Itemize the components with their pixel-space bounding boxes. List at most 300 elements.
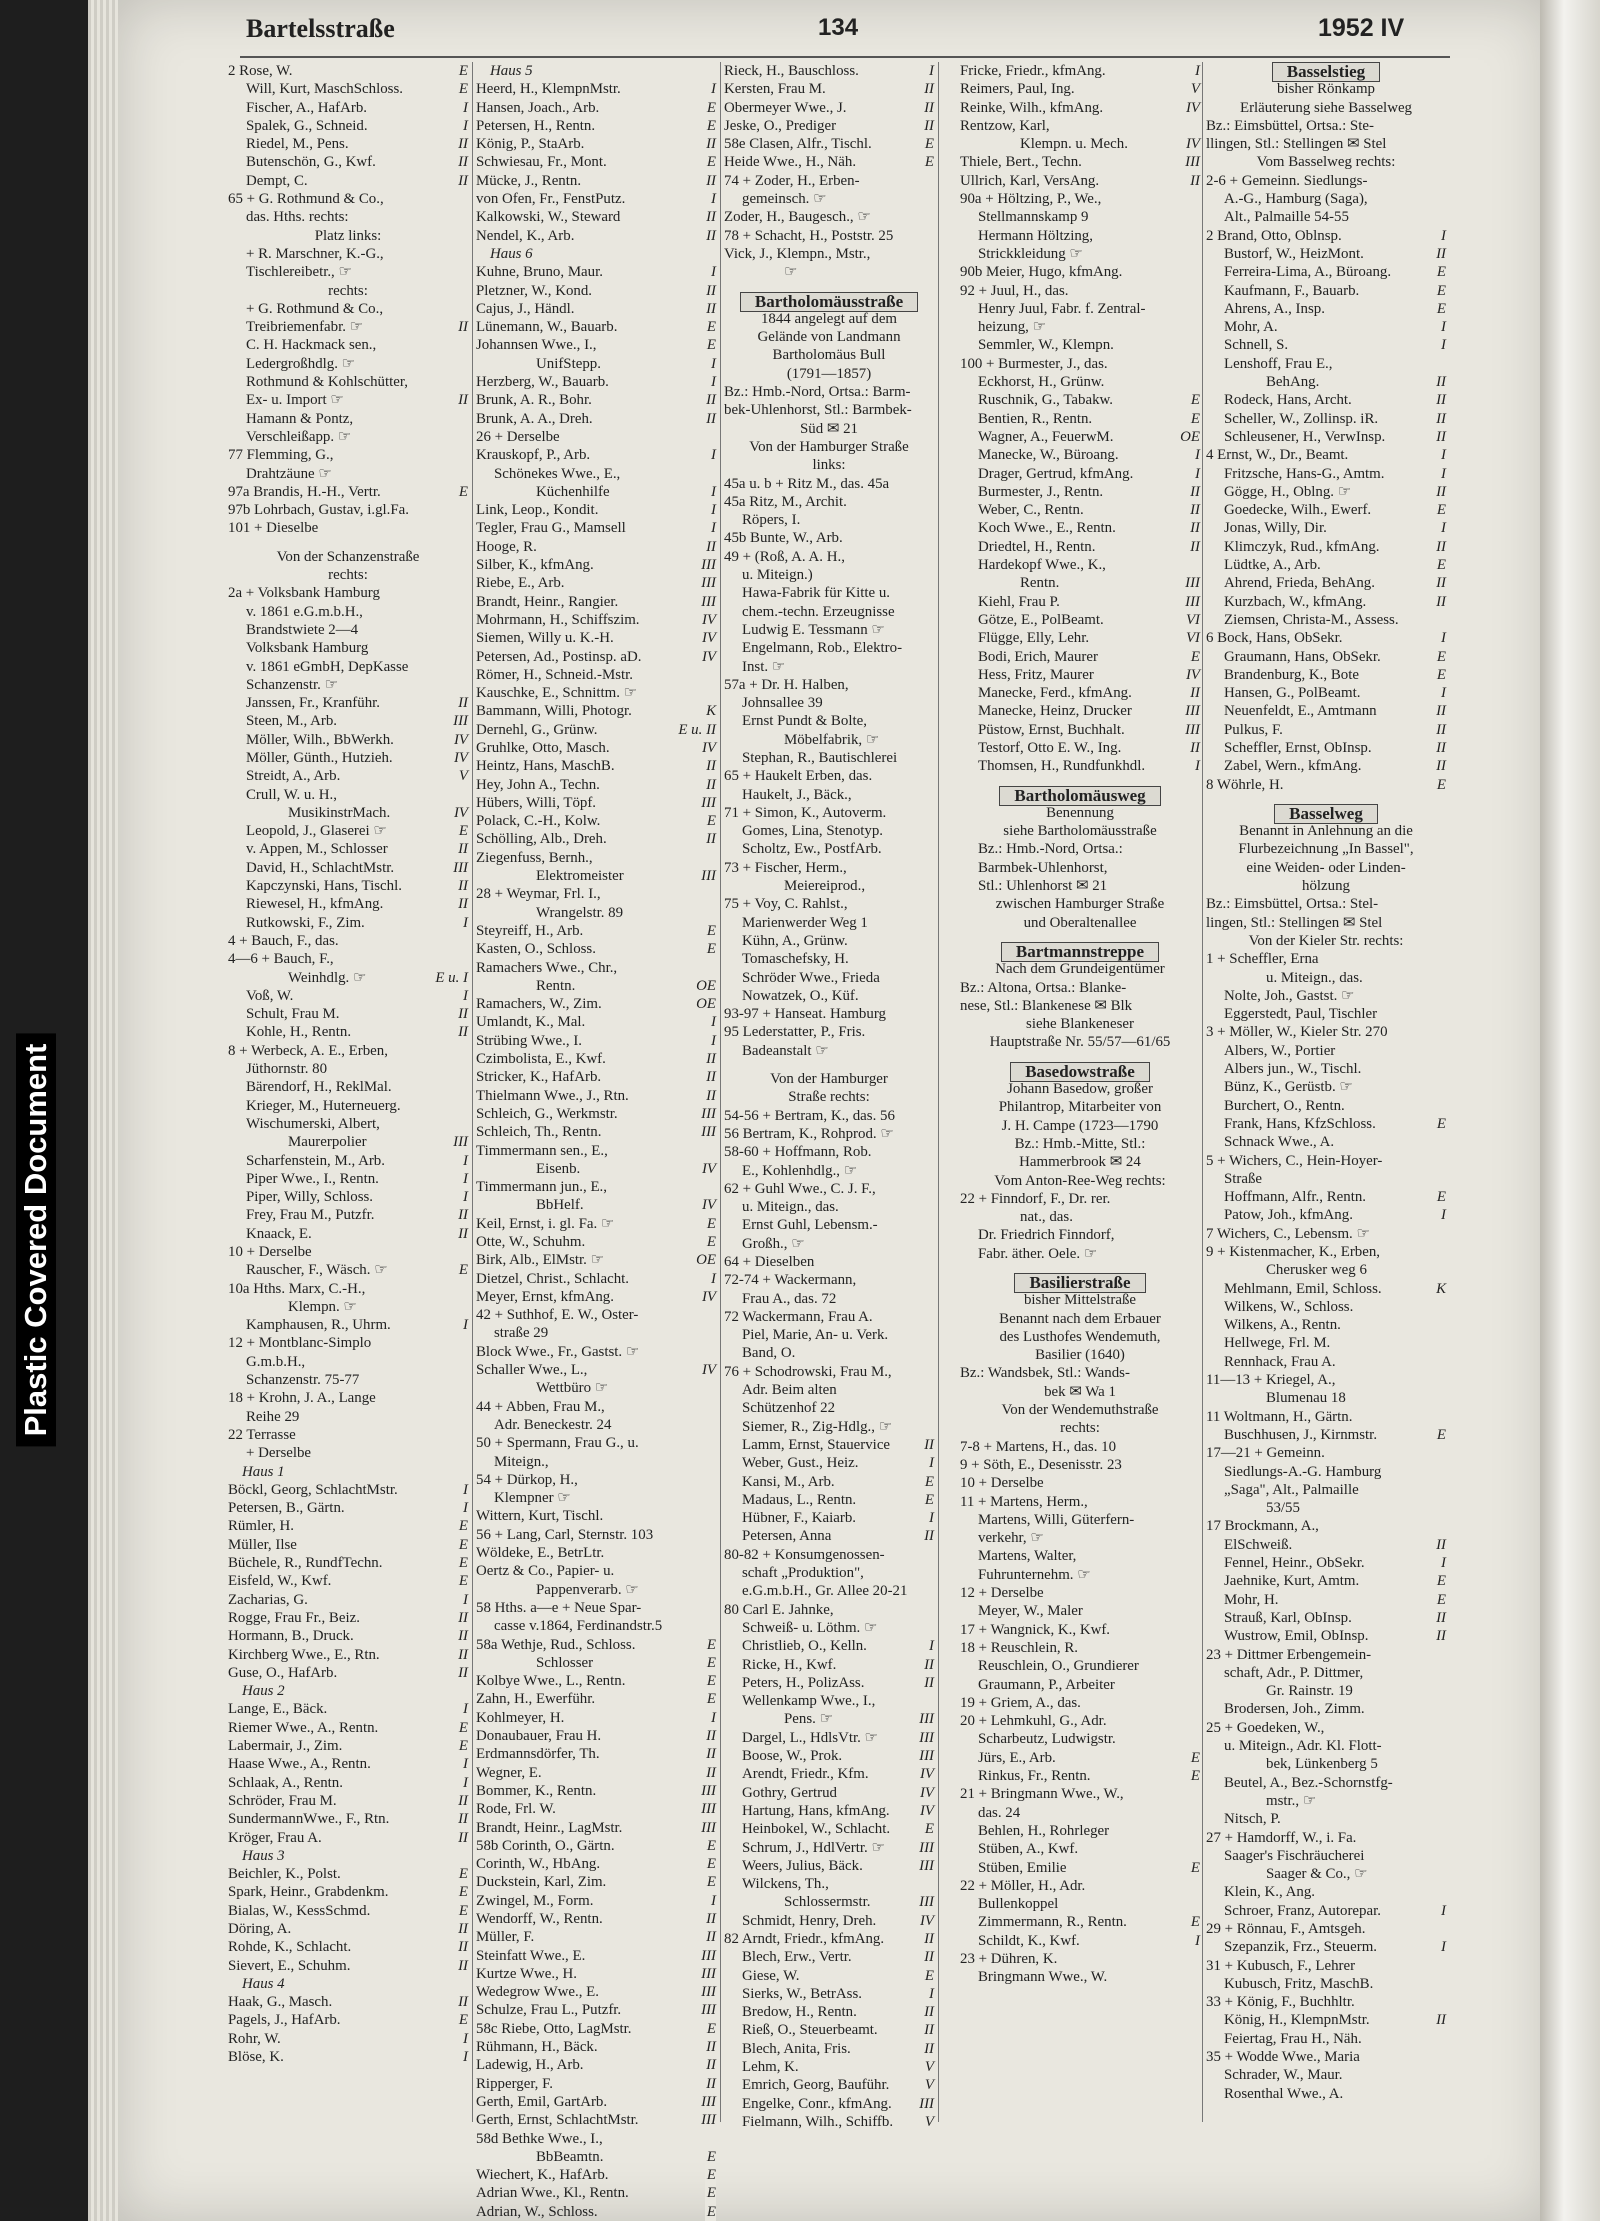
entry-text: Blöse, K. [228, 2049, 284, 2066]
directory-entry [1206, 1975, 1446, 1993]
directory-entry [228, 1481, 468, 1499]
directory-entry [228, 914, 468, 932]
floor-mark: E [458, 1866, 468, 1883]
entry-text: Weber, C., Rentn. [978, 502, 1084, 519]
floor-mark: II [458, 1939, 468, 1956]
directory-entry [724, 1216, 934, 1234]
directory-entry [960, 684, 1200, 702]
directory-entry [724, 456, 934, 474]
floor-mark: III [919, 1711, 934, 1728]
entry-text: Gruhlke, Otto, Masch. [476, 739, 610, 756]
entry-text: 92 + Juul, H., das. [960, 282, 1069, 299]
entry-text: Blech, Anita, Fris. [742, 2040, 851, 2057]
entry-text: Schroer, Franz, Autorepar. [1224, 1902, 1381, 1919]
floor-mark: E [1436, 1591, 1446, 1608]
entry-text: 62 + Guhl Wwe., C. J. F., [724, 1180, 876, 1197]
entry-text: 22 + Finndorf, F., Dr. rer. [960, 1190, 1111, 1207]
entry-text: 28 + Weymar, Frl. I., [476, 886, 601, 903]
entry-text: 45a u. b + Ritz M., das. 45a [724, 475, 890, 492]
entry-text: Beichler, K., Polst. [228, 1866, 341, 1883]
entry-text: Kohlmeyer, H. [476, 1709, 565, 1726]
floor-mark: E [924, 1473, 934, 1490]
directory-entry [228, 1463, 468, 1481]
directory-entry [228, 80, 468, 98]
entry-text: Von der Hamburger Straße [749, 438, 909, 455]
floor-mark: IV [453, 731, 468, 748]
page-stack-edge [88, 0, 122, 2221]
directory-entry [960, 172, 1200, 190]
entry-text: Riewesel, H., kfmAng. [246, 896, 384, 913]
directory-entry [960, 877, 1200, 895]
entry-text: Badeanstalt ☞ [742, 1042, 829, 1059]
directory-entry [724, 263, 934, 281]
directory-entry [724, 2076, 934, 2094]
entry-text: 11 Woltmann, H., Gärtn. [1206, 1408, 1353, 1425]
floor-mark: II [706, 1910, 716, 1927]
entry-text: Eckhorst, H., Grünw. [978, 374, 1105, 391]
directory-entry [476, 1782, 716, 1800]
directory-entry [1206, 1646, 1446, 1664]
directory-entry [960, 1474, 1200, 1492]
directory-entry [476, 830, 716, 848]
directory-entry [724, 1088, 934, 1106]
side-label-text: Plastic Covered Document [16, 1034, 56, 1447]
entry-text: 4 Ernst, W., Dr., Beamt. [1206, 447, 1349, 464]
directory-entry [476, 1617, 716, 1635]
entry-text: Behlen, H., Rohrleger [978, 1822, 1110, 1839]
directory-entry [724, 172, 934, 190]
floor-mark: E [706, 1654, 716, 1671]
entry-text: Krauskopf, P., Arb. [476, 447, 591, 464]
floor-mark: OE [1180, 428, 1200, 445]
entry-text: Weinhdlg. ☞ [288, 969, 367, 986]
entry-text: Klempner ☞ [494, 1490, 571, 1507]
entry-text: BehAng. [1266, 374, 1320, 391]
directory-entry [724, 1381, 934, 1399]
directory-entry [1206, 1664, 1446, 1682]
entry-text: Ramachers Wwe., Chr., [476, 959, 618, 976]
floor-mark: III [919, 1748, 934, 1765]
entry-text: Birk, Alb., ElMstr. ☞ [476, 1252, 604, 1269]
floor-mark: I [711, 1709, 716, 1726]
directory-entry [1206, 1280, 1446, 1298]
directory-entry [724, 529, 934, 547]
directory-entry [476, 1050, 716, 1068]
floor-mark: IV [453, 749, 468, 766]
floor-mark: III [701, 1801, 716, 1818]
directory-entry [1206, 1700, 1446, 1718]
entry-text: Reinke, Wilh., kfmAng. [960, 99, 1104, 116]
running-head-street: Bartelsstraße [246, 14, 395, 43]
directory-entry [476, 2056, 716, 2074]
entry-text: Tomaschefsky, H. [742, 951, 849, 968]
directory-entry [476, 2148, 716, 2166]
directory-entry [1206, 1499, 1446, 1517]
directory-entry [1206, 1408, 1446, 1426]
entry-text: Steinfatt Wwe., E. [476, 1947, 586, 1964]
entry-text: Lange, E., Bäck. [228, 1701, 328, 1718]
directory-entry [1206, 1792, 1446, 1810]
entry-text: 12 + Montblanc-Simplo [228, 1335, 372, 1352]
directory-entry [476, 666, 716, 684]
entry-text: 5 + Wichers, C., Hein-Hoyer- [1206, 1152, 1383, 1169]
directory-entry [724, 1436, 934, 1454]
entry-text: Ernst Guhl, Lebensm.- [742, 1217, 878, 1234]
entry-text: Silber, K., kfmAng. [476, 557, 594, 574]
directory-entry [476, 1837, 716, 1855]
floor-mark: I [1441, 1939, 1446, 1956]
floor-mark: III [701, 593, 716, 610]
entry-text: König, H., KlempnMstr. [1224, 2012, 1370, 2029]
entry-text: 97a Brandis, H.-H., Vertr. [228, 483, 381, 500]
directory-entry [724, 1674, 934, 1692]
directory-entry [476, 263, 716, 281]
entry-text: Rühmann, H., Bäck. [476, 2039, 598, 2056]
directory-entry [228, 446, 468, 464]
entry-text: G.m.b.H., [246, 1353, 306, 1370]
directory-entry [724, 1271, 934, 1289]
floor-mark: I [463, 1756, 468, 1773]
entry-text: Strickkleidung ☞ [978, 245, 1083, 262]
floor-mark: III [701, 557, 716, 574]
entry-text: Heerd, H., KlempnMstr. [476, 81, 621, 98]
directory-entry [960, 895, 1200, 913]
entry-text: Dargel, L., HdlsVtr. ☞ [742, 1729, 878, 1746]
directory-entry [476, 1892, 716, 1910]
entry-text: Kasten, O., Schloss. [476, 941, 596, 958]
directory-entry [960, 1767, 1200, 1785]
directory-entry [228, 336, 468, 354]
entry-text: Kalkowski, W., Steward [476, 209, 621, 226]
directory-entry [960, 1263, 1200, 1273]
floor-mark: VI [1185, 630, 1200, 647]
entry-text: u. Miteign., das. [1266, 969, 1363, 986]
floor-mark: IV [701, 648, 716, 665]
directory-entry [476, 282, 716, 300]
directory-entry [960, 629, 1200, 647]
directory-entry [960, 1208, 1200, 1226]
directory-entry [228, 895, 468, 913]
floor-mark: II [1190, 538, 1200, 555]
floor-mark: I [1195, 1932, 1200, 1949]
directory-entry [960, 465, 1200, 483]
directory-entry [724, 840, 934, 858]
directory-entry [1206, 1719, 1446, 1737]
entry-text: Weers, Julius, Bäck. [742, 1857, 863, 1874]
entry-text: Hamann & Pontz, [246, 410, 354, 427]
entry-text: 80 Carl E. Jahnke, [724, 1601, 834, 1618]
directory-entry [1206, 1206, 1446, 1224]
entry-text: Goedecke, Wilh., Ewerf. [1224, 502, 1372, 519]
entry-text: Thomsen, H., Rundfunkhdl. [978, 758, 1146, 775]
entry-text: Küchenhilfe [536, 483, 610, 500]
directory-entry [228, 1902, 468, 1920]
directory-entry [476, 1434, 716, 1452]
entry-text: Stüben, Emilie [978, 1859, 1067, 1876]
floor-mark: II [458, 1664, 468, 1681]
directory-entry [724, 1656, 934, 1674]
entry-text: Vom Basselweg rechts: [1256, 154, 1396, 171]
entry-text: Stl.: Uhlenhorst ✉ 21 [978, 878, 1108, 895]
directory-entry [476, 519, 716, 537]
directory-entry [960, 721, 1200, 739]
floor-mark: II [458, 896, 468, 913]
entry-text: Ramachers, W., Zim. [476, 996, 602, 1013]
entry-text: Schanzenstr. ☞ [246, 676, 338, 693]
floor-mark: IV [701, 630, 716, 647]
directory-entry [960, 1098, 1200, 1116]
entry-text: Barmbek-Uhlenhorst, [978, 859, 1108, 876]
entry-text: Arendt, Friedr., Kfm. [742, 1766, 869, 1783]
directory-entry [1206, 1883, 1446, 1901]
floor-mark: E [706, 1234, 716, 1250]
directory-entry [228, 786, 468, 804]
entry-text: Manecke, W., Büroang. [978, 447, 1119, 464]
directory-entry [960, 1135, 1200, 1153]
entry-text: Pulkus, F. [1224, 721, 1283, 738]
floor-mark: III [701, 1105, 716, 1122]
directory-entry [476, 2166, 716, 2184]
entry-text: Piper Wwe., I., Rentn. [246, 1170, 379, 1187]
entry-text: Schmidt, Henry, Dreh. [742, 1912, 877, 1929]
entry-text: Schanzenstr. 75-77 [246, 1372, 360, 1389]
entry-text: Lehm, K. [742, 2059, 799, 2076]
entry-text: BbHelf. [536, 1197, 584, 1214]
directory-entry [228, 519, 468, 537]
entry-text: Madaus, L., Rentn. [742, 1491, 857, 1508]
directory-entry [960, 428, 1200, 446]
entry-text: 22 Terrasse [228, 1426, 296, 1443]
entry-text: Steyreiff, H., Arb. [476, 922, 584, 939]
directory-entry [1206, 666, 1446, 684]
floor-mark: II [706, 209, 716, 226]
entry-text: Schleusener, H., VerwInsp. [1224, 428, 1386, 445]
directory-entry [724, 420, 934, 438]
page-number: 134 [818, 14, 859, 41]
entry-text: Rümler, H. [228, 1518, 294, 1535]
entry-text: Strauß, Karl, ObInsp. [1224, 1609, 1352, 1626]
directory-entry [724, 639, 934, 657]
directory-entry [228, 1206, 468, 1224]
directory-entry [228, 1298, 468, 1316]
directory-entry [228, 1920, 468, 1938]
directory-entry [476, 2001, 716, 2019]
floor-mark: III [701, 1819, 716, 1836]
floor-mark: I [463, 1591, 468, 1608]
entry-text: Schildt, K., Kwf. [978, 1932, 1080, 1949]
directory-entry [1206, 2030, 1446, 2048]
directory-entry [228, 117, 468, 135]
floor-mark: E [924, 154, 934, 171]
floor-mark: II [458, 1994, 468, 2011]
entry-text: Lünemann, W., Bauarb. [476, 319, 618, 336]
entry-text: Schulze, Frau L., Putzfr. [476, 2002, 622, 2019]
directory-entry [960, 1456, 1200, 1474]
floor-mark: E [458, 1518, 468, 1535]
floor-mark: I [711, 520, 716, 537]
entry-text: Emrich, Georg, Bauführ. [742, 2077, 890, 2094]
entry-text: 33 + König, F., Buchhltr. [1206, 1994, 1355, 2011]
directory-entry [960, 1950, 1200, 1968]
entry-text: Scharbeutz, Ludwigstr. [978, 1731, 1116, 1748]
directory-entry [1206, 172, 1446, 190]
entry-text: Saager & Co., ☞ [1266, 1866, 1368, 1883]
entry-text: Döring, A. [228, 1920, 292, 1937]
directory-entry [476, 1178, 716, 1196]
floor-mark: I [1195, 758, 1200, 775]
floor-mark: E u. I [435, 969, 468, 986]
entry-text: Rieß, O., Steuerbeamt. [742, 2022, 878, 2039]
directory-entry [228, 1353, 468, 1371]
entry-text: Bodi, Erich, Maurer [978, 648, 1098, 665]
entry-text: 72-74 + Wackermann, [724, 1272, 857, 1289]
directory-entry [476, 648, 716, 666]
directory-entry [228, 1115, 468, 1133]
directory-entry [724, 1344, 934, 1362]
floor-mark: I [1441, 447, 1446, 464]
entry-text: Riedel, M., Pens. [246, 136, 349, 153]
entry-text: u. Miteign., Adr. Kl. Flott- [1224, 1738, 1382, 1755]
directory-entry [960, 1621, 1200, 1639]
entry-text: Philantrop, Mitarbeiter von [998, 1099, 1162, 1116]
directory-entry [1206, 1737, 1446, 1755]
directory-entry [476, 1800, 716, 1818]
entry-text: Hartung, Hans, kfmAng. [742, 1802, 890, 1819]
entry-text: Hauptstraße Nr. 55/57—61/65 [989, 1034, 1171, 1051]
entry-text: Götze, E., PolBeamt. [978, 611, 1104, 628]
entry-text: 18 + Reuschlein, R. [960, 1639, 1078, 1656]
floor-mark: V [924, 2077, 934, 2094]
floor-mark: I [463, 2049, 468, 2066]
entry-text: Bartmannstreppe [1001, 942, 1159, 962]
entry-text: Hawa-Fabrik für Kitte u. [742, 585, 891, 602]
entry-text: SundermannWwe., F., Rtn. [228, 1811, 390, 1828]
directory-entry [724, 1839, 934, 1857]
directory-entry [960, 263, 1200, 281]
entry-text: Rauscher, F., Wäsch. ☞ [246, 1262, 388, 1279]
floor-mark: E [458, 823, 468, 840]
entry-text: 31 + Kubusch, F., Lehrer [1206, 1957, 1356, 1974]
entry-text: Rohr, W. [228, 2030, 281, 2047]
directory-entry [228, 227, 468, 245]
directory-entry [476, 1288, 716, 1306]
floor-mark: II [1190, 502, 1200, 519]
directory-entry [476, 1013, 716, 1031]
entry-text: Manecke, Ferd., kfmAng. [978, 685, 1132, 702]
entry-text: Krieger, M., Huterneuerg. [246, 1097, 401, 1114]
entry-text: 3 + Möller, W., Kieler Str. 270 [1206, 1024, 1388, 1041]
directory-entry [960, 1080, 1200, 1098]
entry-text: 42 + Suthhof, E. W., Oster- [476, 1307, 639, 1324]
directory-entry [724, 658, 934, 676]
directory-entry [724, 1710, 934, 1728]
entry-text: Haus 2 [242, 1683, 285, 1700]
entry-text: Nolte, Joh., Gastst. ☞ [1224, 987, 1355, 1004]
directory-entry [1206, 410, 1446, 428]
entry-text: Bentien, R., Rentn. [978, 410, 1093, 427]
directory-entry [1206, 1993, 1446, 2011]
entry-text: Giese, W. [742, 1967, 800, 1984]
entry-text: Müller, F. [476, 1929, 535, 1946]
entry-text: v. 1861 eGmbH, DepKasse [246, 658, 409, 675]
entry-text: Reuschlein, O., Grundierer [978, 1658, 1139, 1675]
floor-mark: II [458, 392, 468, 409]
floor-mark: I [711, 483, 716, 500]
directory-entry [476, 867, 716, 885]
floor-mark: II [924, 2022, 934, 2039]
directory-entry [1206, 1005, 1446, 1023]
floor-mark: II [706, 172, 716, 189]
directory-entry [1206, 1920, 1446, 1938]
floor-mark: E [706, 922, 716, 939]
floor-mark: IV [701, 1362, 716, 1379]
floor-mark: V [924, 2113, 934, 2130]
directory-entry [228, 1682, 468, 1700]
directory-entry [228, 318, 468, 336]
directory-entry [228, 62, 468, 80]
directory-entry [724, 190, 934, 208]
directory-entry [1206, 538, 1446, 556]
entry-text: Gerth, Emil, GartArb. [476, 2093, 608, 2110]
entry-text: Umlandt, K., Mal. [476, 1014, 586, 1031]
floor-mark: E [458, 1738, 468, 1755]
entry-text: Crull, W. u. H., [246, 786, 338, 803]
entry-text: 4—6 + Bauch, F., [228, 951, 334, 968]
directory-entry [228, 1005, 468, 1023]
floor-mark: II [1190, 483, 1200, 500]
directory-entry [960, 648, 1200, 666]
directory-entry [228, 822, 468, 840]
entry-text: Buschhusen, J., Kirnmstr. [1224, 1426, 1378, 1443]
entry-text: chem.-techn. Erzeugnisse [742, 603, 895, 620]
entry-text: Scholtz, Ew., PostfArb. [742, 841, 882, 858]
directory-entry [1206, 1188, 1446, 1206]
directory-entry [228, 1243, 468, 1261]
floor-mark: III [919, 1857, 934, 1874]
entry-text: 2a + Volksbank Hamburg [228, 585, 380, 602]
floor-mark: II [1436, 392, 1446, 409]
directory-entry [228, 208, 468, 226]
entry-text: Band, O. [742, 1345, 796, 1362]
directory-entry [724, 1308, 934, 1326]
entry-text: Keil, Ernst, i. gl. Fa. ☞ [476, 1215, 615, 1232]
entry-text: BbBeamtn. [536, 2148, 604, 2165]
entry-text: Peters, H., PolizAss. [742, 1674, 865, 1691]
entry-text: Donaubauer, Frau H. [476, 1728, 602, 1745]
floor-mark: I [711, 1892, 716, 1909]
entry-text: Ziegenfuss, Bernh., [476, 849, 593, 866]
directory-entry [1206, 1243, 1446, 1261]
directory-entry [1206, 1097, 1446, 1115]
entry-text: Ex- u. Import ☞ [246, 392, 344, 409]
entry-text: Riemer Wwe., A., Rentn. [228, 1719, 379, 1736]
directory-entry [228, 621, 468, 639]
directory-entry [1206, 1829, 1446, 1847]
directory-entry [1206, 739, 1446, 757]
entry-text: Hansen, G., PolBeamt. [1224, 685, 1361, 702]
directory-entry [724, 731, 934, 749]
directory-entry [476, 1251, 716, 1269]
directory-entry [724, 1527, 934, 1545]
directory-entry [724, 932, 934, 950]
directory-entry [476, 1032, 716, 1050]
entry-text: Jeske, O., Prediger [724, 117, 837, 134]
floor-mark: III [701, 1124, 716, 1141]
entry-text: Bz.: Eimsbüttel, Ortsa.: Ste- [1206, 117, 1374, 134]
entry-text: 82 Arndt, Friedr., kfmAng. [724, 1930, 885, 1947]
entry-text: 90b Meier, Hugo, kfmAng. [960, 264, 1123, 281]
floor-mark: E [458, 81, 468, 98]
